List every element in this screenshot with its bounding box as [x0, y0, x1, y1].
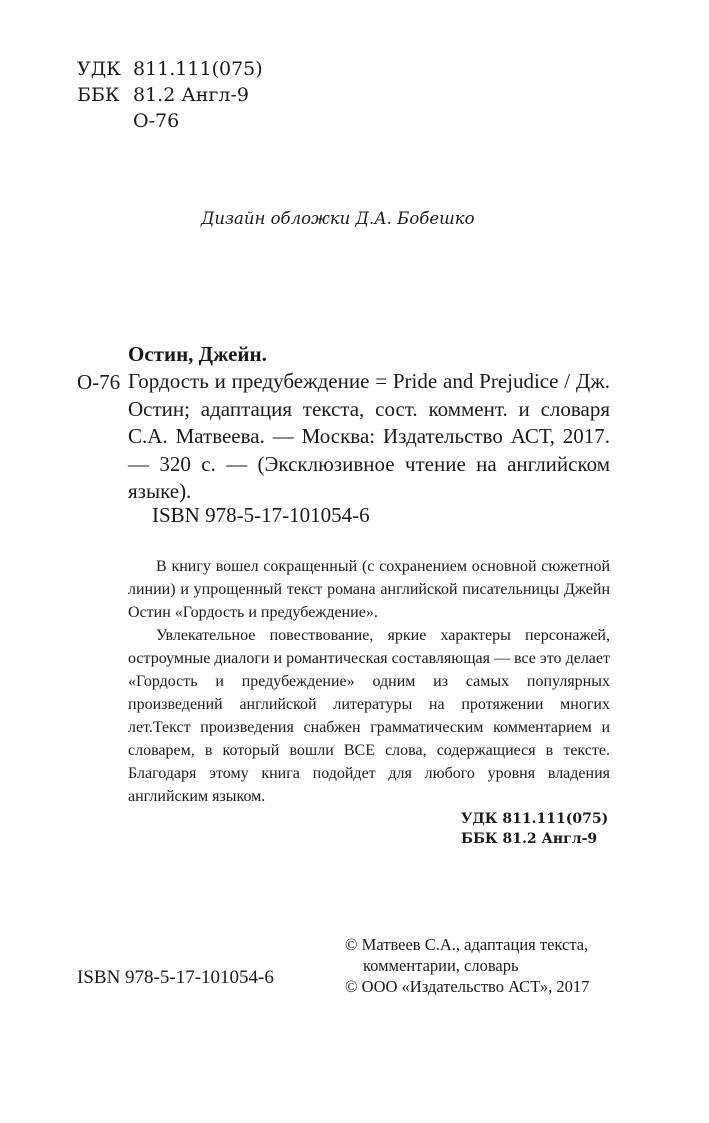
udk-value: 811.111(075) — [133, 58, 263, 80]
cover-designer-credit: Дизайн обложки Д.А. Бобешко — [201, 209, 475, 228]
bbk-header — [77, 82, 249, 108]
udk-label: УДК — [77, 58, 121, 80]
record-author: Остин, Джейн. — [128, 342, 267, 366]
classification-udk: УДК 811.111(075) — [461, 811, 609, 827]
udk-header — [77, 56, 263, 82]
record-isbn: ISBN 978-5-17-101054-6 — [152, 503, 370, 527]
footer-isbn: ISBN 978-5-17-101054-6 — [77, 967, 274, 988]
record-margin-code: О-76 — [77, 370, 121, 394]
abstract-paragraph-1: В книгу вошел сокращенный (с сохранением основной сюжетной линии) и упрощенный текст романа английской писательницы Джейн Остин «Гордость и предубеждение». — [128, 558, 610, 621]
bbk-label: ББК — [77, 84, 120, 106]
author-code-header: О-76 — [133, 110, 180, 132]
bbk-value: 81.2 Англ-9 — [133, 84, 249, 106]
classification-bbk: ББК 81.2 Англ-9 — [461, 831, 598, 847]
abstract-paragraph-2: Увлекательное повествование, яркие характеры персонажей, остроумные диалоги и романтическая составляющая — все это делает «Гордость и предубеждение» одним из самых популярных произведений английской литературы на протяжении многих лет.Текст произведения снабжен грамматическим комментарием и словарем, в который вошли ВСЕ слова, содержащиеся в тексте. Благодаря этому книга подойдет для любого уровня владения английским языком. — [128, 627, 610, 805]
abstract — [128, 555, 610, 808]
copyright-publisher: © ООО «Издательство АСТ», 2017 — [345, 977, 590, 996]
copyright-translator-line-1: © Матвеев С.А., адаптация текста, — [345, 935, 589, 954]
copyright-translator-line-2: комментарии, словарь — [363, 956, 519, 975]
record-description: Гордость и предубеждение = Pride and Prejudice / Дж. Остин; адаптация текста, сост. коммент. и словаря С.А. Матвеева. — Москва: Издательство АСТ, 2017. — 320 с. — (Эксклюзивное чтение на английском языке). — [128, 369, 610, 503]
